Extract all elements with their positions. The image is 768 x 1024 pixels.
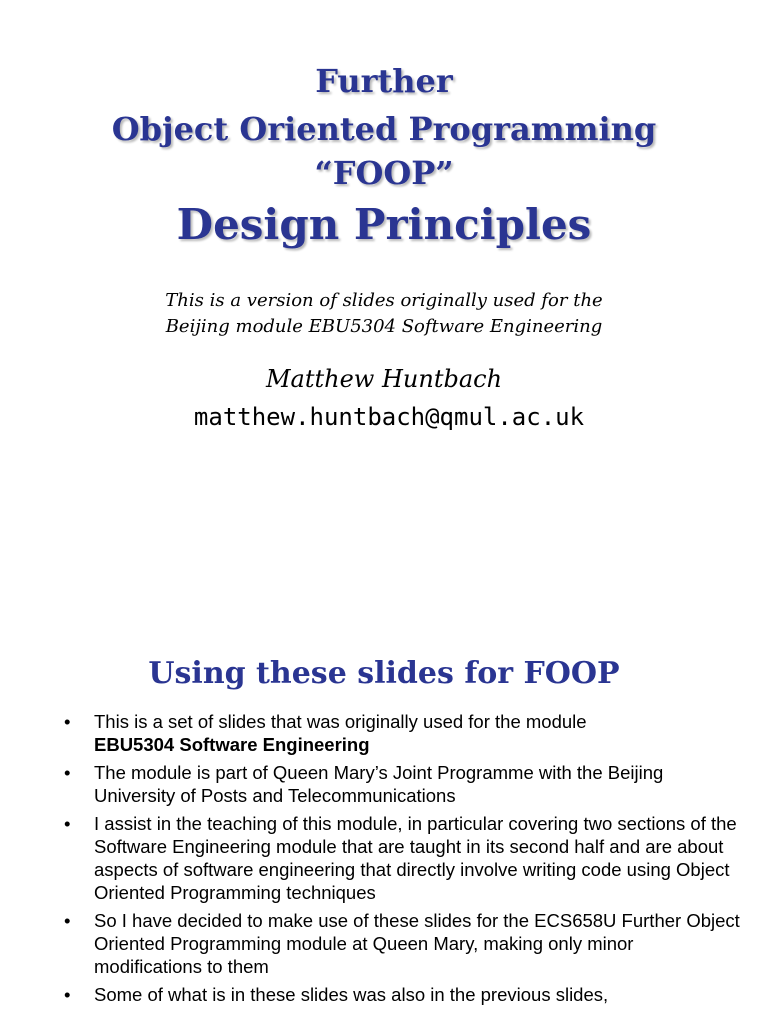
bullet-list — [64, 710, 744, 1011]
title-topic: Design Principles — [176, 200, 592, 249]
author-name: Matthew Huntbach — [265, 365, 503, 393]
title-further: Further — [315, 62, 453, 100]
list-item — [64, 710, 744, 756]
list-item — [64, 909, 744, 978]
bullet-text: The module is part of Queen Mary’s Joint Programme with the Beijing University of Posts and Telecommunications — [94, 762, 664, 806]
bullet-icon: • — [64, 813, 71, 834]
list-item — [64, 812, 744, 904]
title-course-name: Object Oriented Programming — [111, 110, 657, 148]
subtitle-line-2: Beijing module EBU5304 Software Engineering — [165, 316, 603, 337]
bullet-text: Some of what is in these slides was also in the previous slides, — [94, 984, 609, 1005]
title-acronym: “FOOP” — [314, 154, 454, 192]
list-item — [64, 761, 744, 807]
bullet-text: I assist in the teaching of this module, in particular covering two sections of the Software Engineering module that are taught in its second half and are about aspects of software engineering that directly involve writing code using Object Oriented Programming techniques — [94, 813, 737, 903]
author-email: matthew.huntbach@qmul.ac.uk — [193, 403, 585, 431]
content-slide — [0, 620, 768, 1024]
slide-title: Using these slides for FOOP — [148, 656, 620, 691]
bullet-icon: • — [64, 984, 71, 1005]
bullet-icon: • — [64, 762, 71, 783]
bullet-text: This is a set of slides that was originally used for the module — [94, 711, 587, 732]
subtitle — [0, 288, 768, 340]
subtitle-line-1: This is a version of slides originally used for the — [165, 290, 603, 311]
module-code: EBU5304 Software Engineering — [94, 734, 370, 755]
bullet-icon: • — [64, 910, 71, 931]
list-item — [64, 983, 744, 1006]
bullet-icon: • — [64, 711, 71, 732]
bullet-text: So I have decided to make use of these slides for the ECS658U Further Object Oriented Programming module at Queen Mary, making only minor modifications to them — [94, 910, 740, 977]
